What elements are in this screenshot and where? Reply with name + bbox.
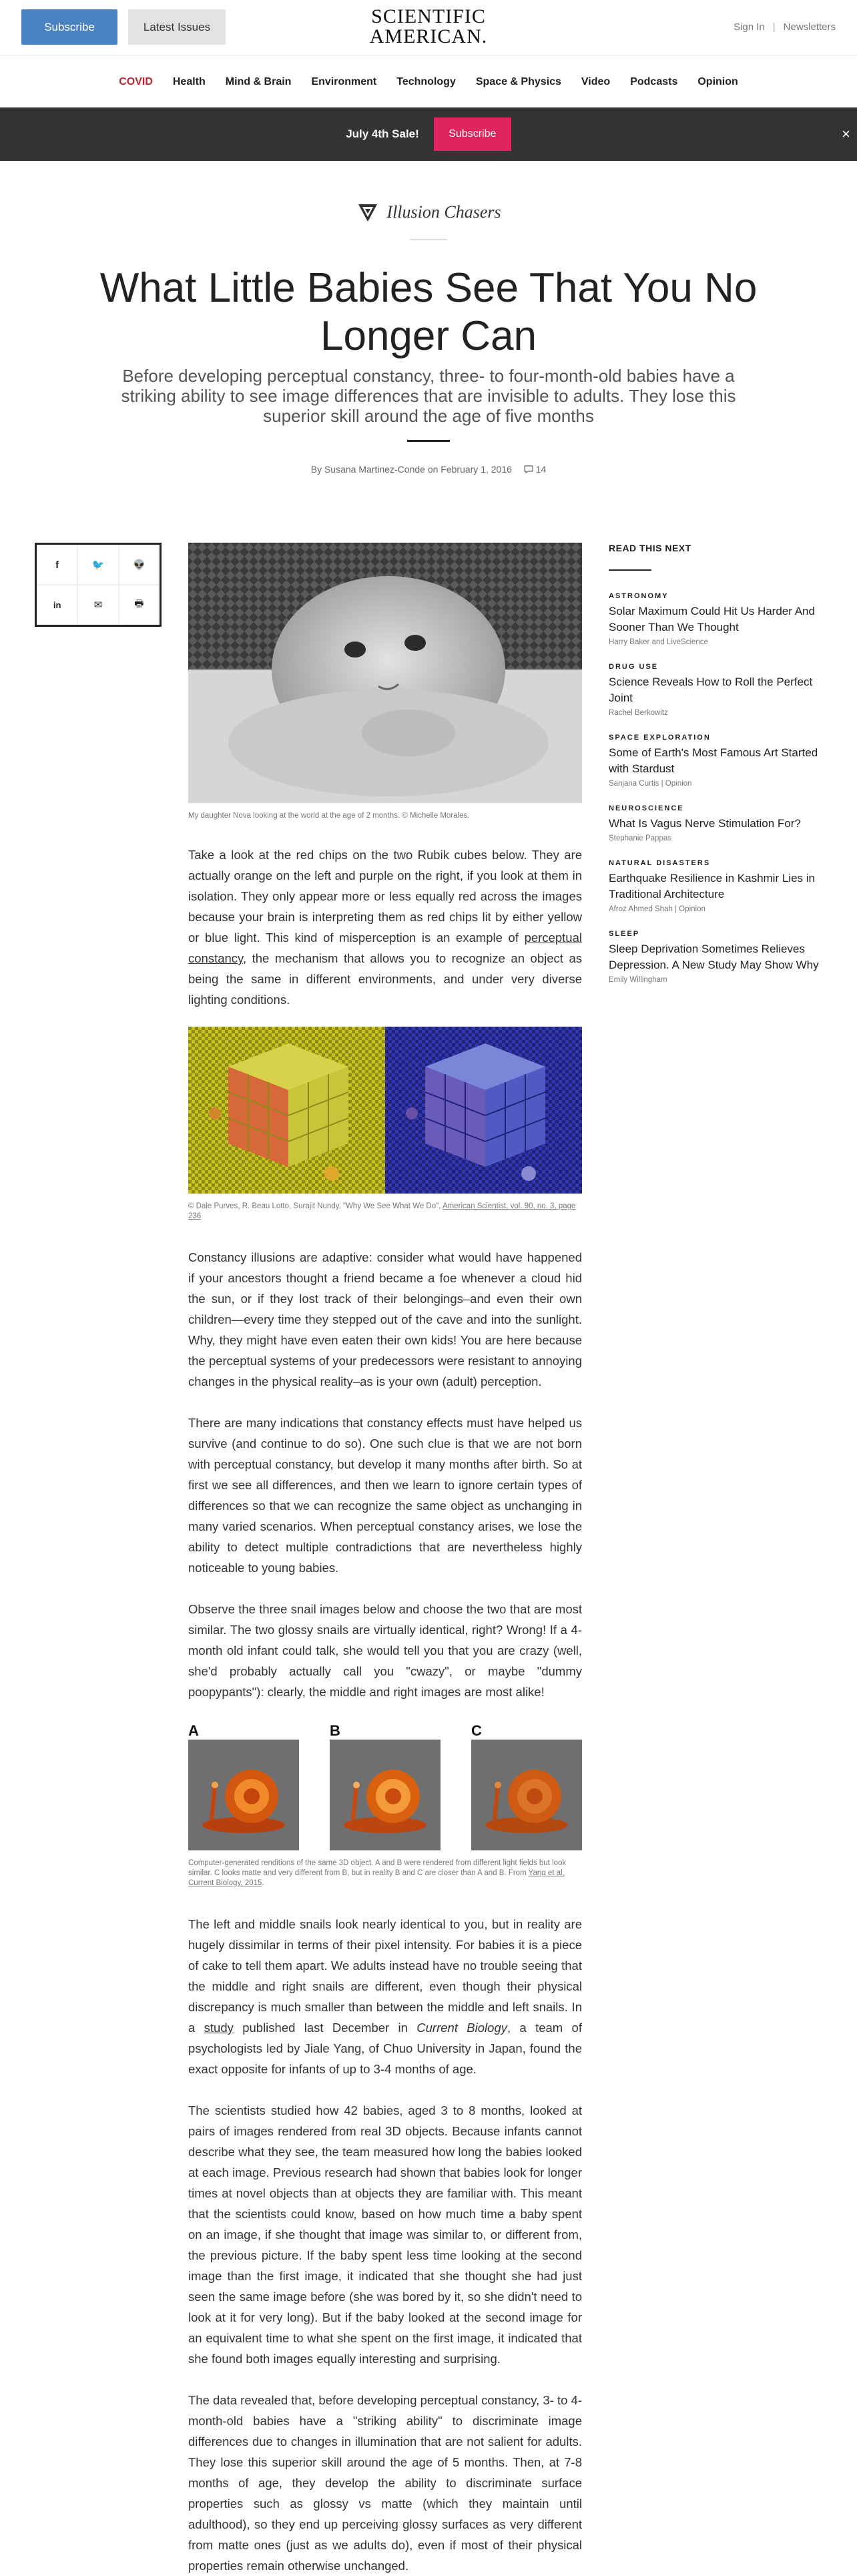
- column-tag[interactable]: [0, 200, 857, 224]
- promo-subscribe-button[interactable]: Subscribe: [434, 117, 511, 151]
- article-body: [188, 543, 582, 2576]
- share-box: [35, 543, 162, 627]
- divider: [410, 239, 447, 240]
- comment-count: 14: [535, 464, 547, 475]
- item-category: SLEEP: [609, 930, 640, 938]
- sign-in-link[interactable]: Sign In: [734, 21, 765, 33]
- nav-technology[interactable]: Technology: [396, 75, 456, 87]
- paragraph: Observe the three snail images below and choose the two that are most similar. The two glossy snails are virtually identical, right? Wrong! If a 4-month old infant could talk, she would tell you that you are crazy (well, she'd probably actually call you "cwazy", or maybe "dummy poopypants"): clearly, the middle and right images are most alike!: [188, 1602, 582, 1699]
- paragraph: The left and middle snails look nearly identical to you, but in reality are hugely dissimilar in terms of their pixel intensity. For babies it is a piece of cake to tell them apart. We adults instead have no trouble seeing that the middle and right snails are different, even though their physical discrepancy is much smaller than between the middle and left snails. In a study published last December in Current Biology, a team of psychologists led by Jiale Yang, of Chuo University in Japan, found the exact opposite for infants of up to 3-4 months of age.: [188, 1917, 582, 2076]
- read-next-item[interactable]: [609, 859, 836, 913]
- item-category: SPACE EXPLORATION: [609, 734, 711, 742]
- paragraph: There are many indications that constancy effects must have helped us survive (and continue to do so). One such clue is that we are not born with perceptual constancy, but develop it many months after birth. So at first we see all differences, and then we learn to ignore certain types of differences so that we can recognize the same object as unchanging in many varied scenarios. When perceptual constancy arises, we lose the ability to detect multiple contradictions that are nevertheless highly noticeable to young babies.: [188, 1416, 582, 1575]
- paragraph: The scientists studied how 42 babies, aged 3 to 8 months, looked at pairs of images rendered from real 3D objects. Because infants cannot describe what they see, the team measured how long the babies looked at each image. Previous research had shown that babies look for longer times at novel objects than at objects they are familiar with. This meant that the scientists could know, based on how much time a baby spent on an image, if she thought that image was similar to, or different from, the previous picture. If the baby spent less time looking at the second image than the first image, it indicated that she thought she had just seen the same image before (she was bored by it, so she didn't need to look at it for very long). But if the baby looked at the second image for an equivalent time to what she spent on the first image, it indicated that she found both images equally interesting and surprising.: [188, 2103, 582, 2366]
- snail-figure: [188, 1722, 582, 1854]
- account-links: [734, 21, 836, 33]
- site-header: [0, 0, 857, 55]
- divider: [609, 569, 651, 571]
- item-author: Afroz Ahmed Shah | Opinion: [609, 905, 705, 913]
- snail-image: [188, 1740, 299, 1850]
- caption: Computer-generated renditions of the same 3D object. A and B were rendered from different light fields but look similar. C looks matte and very different from B, but in reality B and C are closer than A and B. From Yang et al, Current Biology, 2015.: [188, 1859, 567, 1887]
- read-next-item[interactable]: [609, 804, 836, 842]
- snail-image: [330, 1740, 441, 1850]
- snail-label: A: [188, 1722, 199, 1739]
- item-headline[interactable]: Solar Maximum Could Hit Us Harder And Sooner Than We Thought: [609, 605, 815, 633]
- read-next-item[interactable]: [609, 592, 836, 646]
- close-icon[interactable]: ×: [842, 125, 850, 142]
- item-category: ASTRONOMY: [609, 592, 669, 600]
- nav-video[interactable]: Video: [581, 75, 611, 87]
- byline-text: By Susana Martinez-Conde on February 1, 2016: [310, 464, 512, 475]
- promo-banner: [0, 107, 857, 161]
- caption: My daughter Nova looking at the world at the age of 2 months. © Michelle Morales.: [188, 812, 470, 820]
- paragraph: Constancy illusions are adaptive: consider what would have happened if your ancestors thought a friend became a foe whenever a cloud hid the sun, or if they lost track of their belongings–and even their own children—every time they stepped out of the cave and into the sunlight. Why, they might have even eaten their own kids! You are here because the perceptual systems of your predecessors were resistant to annoying changes in the physical reality–as is your own (adult) perception.: [188, 1250, 582, 1388]
- latest-issues-button[interactable]: Latest Issues: [128, 9, 226, 45]
- divider: [407, 440, 450, 442]
- nav-opinion[interactable]: Opinion: [697, 75, 738, 87]
- baby-photo: [188, 543, 582, 803]
- study-link[interactable]: study: [204, 2021, 234, 2035]
- item-author: Harry Baker and LiveScience: [609, 638, 708, 646]
- twitter-icon[interactable]: 🐦: [77, 545, 118, 585]
- snail-c: [471, 1722, 582, 1854]
- paragraph: The data revealed that, before developing perceptual constancy, 3- to 4-month-old babies have a "striking ability" to discriminate image differences due to changes in illumination that are not salient for adults. They lose this superior skill around the age of 5 months. Then, at 7-8 months of age, they develop the ability to discriminate surface properties such as glossy vs matte (which they maintain until adulthood), so they end up perceiving glossy surfaces as very different from matte ones (just as we adults do), even if most of their physical properties remain otherwise unchanged.: [188, 2393, 582, 2573]
- perceptual-constancy-link[interactable]: perceptual constancy: [188, 931, 582, 965]
- item-author: Rachel Berkowitz: [609, 709, 668, 717]
- article-dek: Before developing perceptual constancy, three- to four-month-old babies have a striking ability to see image differences that are invisible to adults. They lose this superior skill around the age of five months: [121, 366, 736, 426]
- item-headline[interactable]: Some of Earth's Most Famous Art Started with Stardust: [609, 746, 818, 775]
- sidebar-heading: READ THIS NEXT: [609, 543, 691, 553]
- nav-mind-brain[interactable]: Mind & Brain: [225, 75, 292, 87]
- item-author: Stephanie Pappas: [609, 834, 671, 842]
- american-scientist-link[interactable]: American Scientist, vol. 90, no. 3, page 236: [188, 1202, 576, 1220]
- item-headline[interactable]: Earthquake Resilience in Kashmir Lies in Traditional Architecture: [609, 872, 815, 900]
- comment-icon: [524, 465, 533, 473]
- read-next-item[interactable]: [609, 663, 836, 717]
- item-headline[interactable]: What Is Vagus Nerve Stimulation For?: [609, 817, 801, 830]
- read-next-item[interactable]: [609, 734, 836, 788]
- print-icon[interactable]: 🖶: [119, 585, 160, 625]
- site-logo[interactable]: SCIENTIFIC AMERICAN.: [369, 5, 488, 47]
- section-nav: [0, 56, 857, 108]
- item-headline[interactable]: Science Reveals How to Roll the Perfect Joint: [609, 676, 813, 704]
- newsletters-link[interactable]: Newsletters: [783, 21, 836, 33]
- article-title: What Little Babies See That You No Longer Can: [99, 265, 758, 359]
- caption: © Dale Purves, R. Beau Lotto, Surajit Nundy, "Why We See What We Do", American Scientist, vol. 90, no. 3, page 236: [188, 1202, 576, 1220]
- item-author: Sanjana Curtis | Opinion: [609, 780, 692, 788]
- separator: |: [772, 21, 776, 33]
- email-icon[interactable]: ✉: [77, 585, 118, 625]
- item-headline[interactable]: Sleep Deprivation Sometimes Relieves Depression. A New Study May Show Why: [609, 943, 819, 971]
- subscribe-button[interactable]: Subscribe: [21, 9, 117, 45]
- nav-environment[interactable]: Environment: [311, 75, 377, 87]
- item-category: NATURAL DISASTERS: [609, 859, 711, 867]
- column-name: Illusion Chasers: [386, 202, 501, 222]
- nav-health[interactable]: Health: [172, 75, 206, 87]
- nav-space-physics[interactable]: Space & Physics: [475, 75, 561, 87]
- byline: [0, 464, 857, 475]
- snail-b: [330, 1722, 441, 1854]
- facebook-icon[interactable]: f: [37, 545, 77, 585]
- read-next-item[interactable]: [609, 930, 836, 984]
- read-next-sidebar: [609, 543, 836, 1001]
- item-category: DRUG USE: [609, 663, 659, 671]
- baby-figure: [188, 543, 582, 821]
- snail-label: B: [330, 1722, 340, 1739]
- snail-image: [471, 1740, 582, 1850]
- yang-study-link[interactable]: Yang et al, Current Biology, 2015: [188, 1869, 565, 1887]
- item-author: Emily Willingham: [609, 976, 667, 984]
- paragraph: Take a look at the red chips on the two Rubik cubes below. They are actually orange on the left and purple on the right, if you look at them in isolation. They only appear more or less equally red across the images because your brain is interpreting them as red chips lit by either yellow or blue light. This kind of misperception is an example of perceptual constancy, the mechanism that allows you to recognize an object as being the same in different environments, and under very diverse lighting conditions.: [188, 848, 582, 1007]
- rubik-figure: [188, 1027, 582, 1222]
- promo-text: July 4th Sale!: [346, 127, 419, 140]
- nav-covid[interactable]: COVID: [119, 75, 153, 87]
- nav-podcasts[interactable]: Podcasts: [630, 75, 678, 87]
- item-category: NEUROSCIENCE: [609, 804, 684, 812]
- linkedin-icon[interactable]: in: [37, 585, 77, 625]
- comments-link[interactable]: [524, 464, 546, 475]
- snail-label: C: [471, 1722, 482, 1739]
- reddit-icon[interactable]: 👽: [119, 545, 160, 585]
- snail-a: [188, 1722, 299, 1854]
- illusion-chasers-icon: [356, 200, 380, 224]
- rubik-cubes-image: [188, 1027, 582, 1194]
